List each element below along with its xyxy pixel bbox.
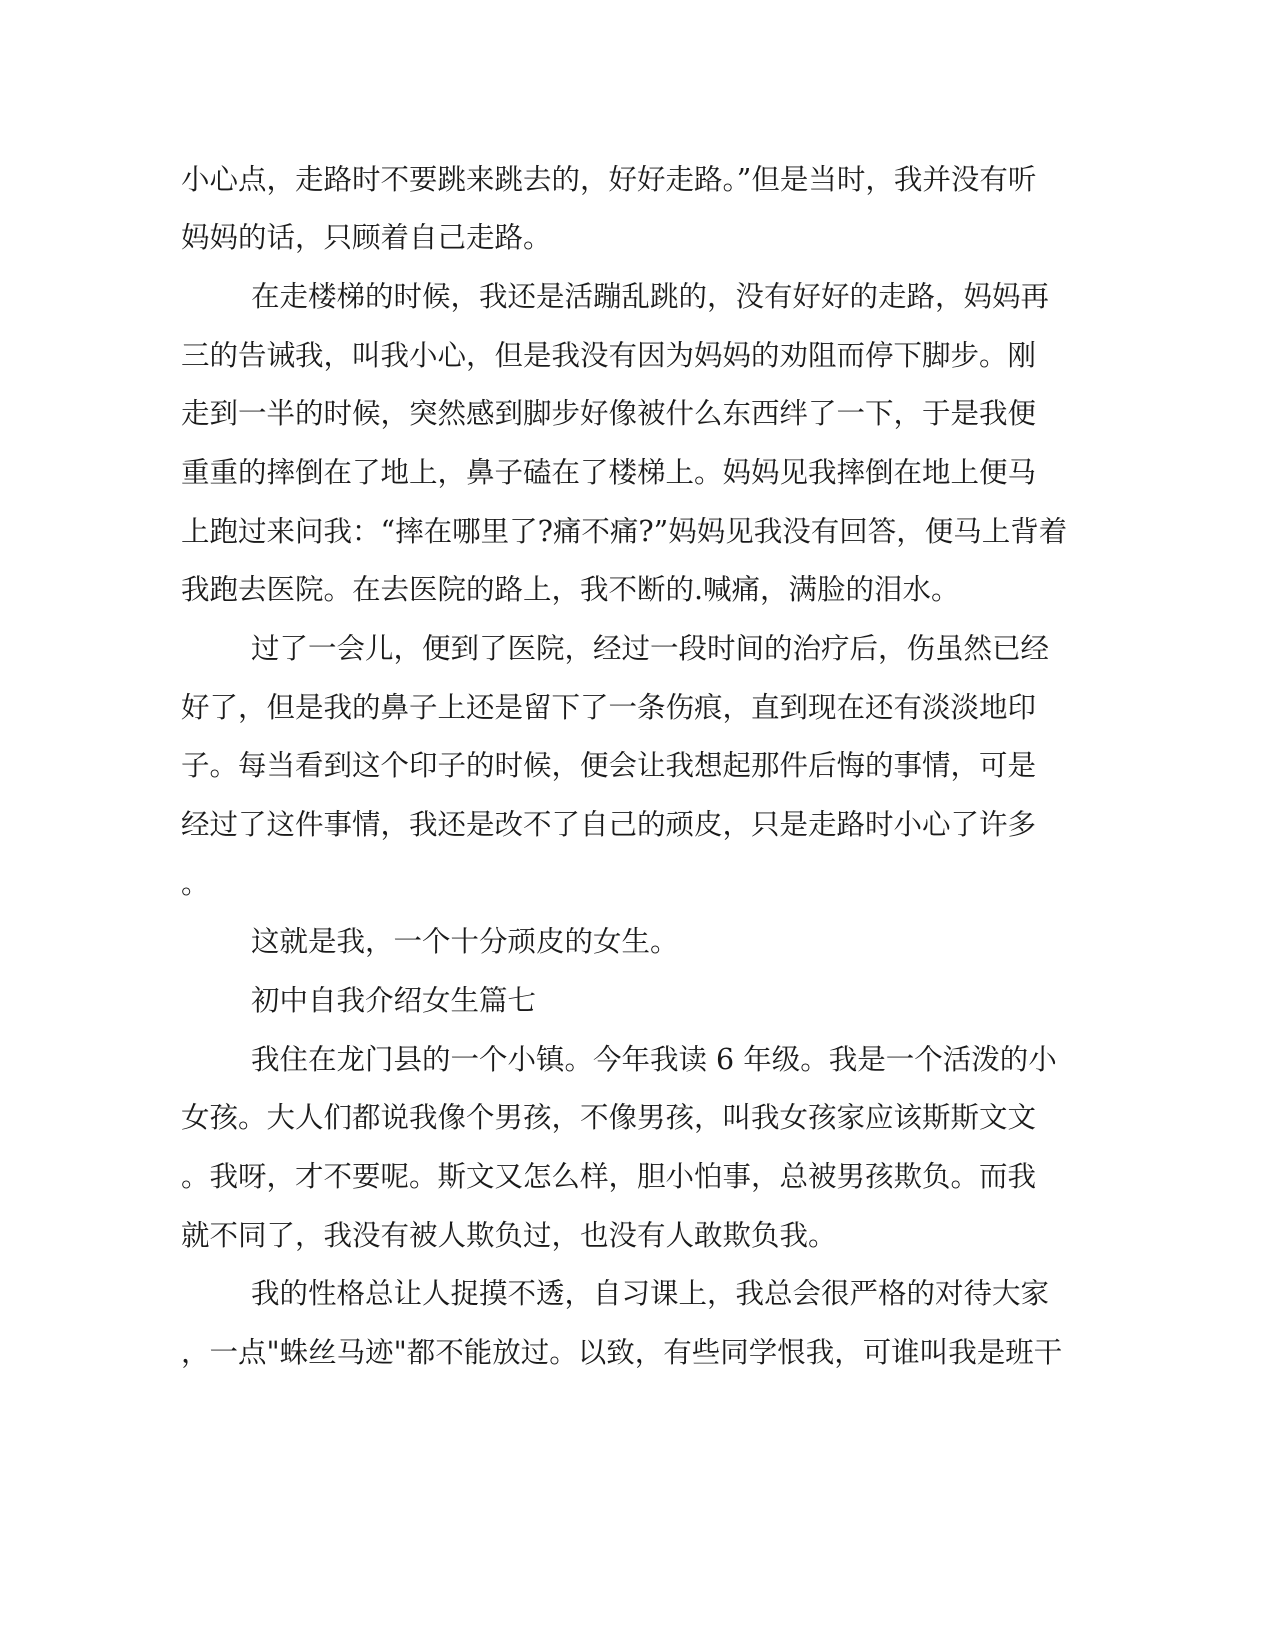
text-line-1: 小心点，走路时不要跳来跳去的，好好走路。”但是当时，我并没有听 <box>181 163 1037 196</box>
text-line-11: 子。每当看到这个印子的时候，便会让我想起那件后悔的事情，可是 <box>181 749 1037 782</box>
text-line-20: 我的性格总让人捉摸不透，自习课上，我总会很严格的对待大家 <box>251 1277 1050 1310</box>
text-line-18: 。我呀，才不要呢。斯文又怎么样，胆小怕事，总被男孩欺负。而我 <box>181 1160 1037 1193</box>
text-line-7: 上跑过来问我：“摔在哪里了?痛不痛?”妈妈见我没有回答，便马上背着 <box>181 515 1068 548</box>
text-line-4: 三的告诫我，叫我小心，但是我没有因为妈妈的劝阻而停下脚步。刚 <box>181 339 1037 372</box>
text-line-14: 这就是我，一个十分顽皮的女生。 <box>251 925 679 958</box>
section-heading: 初中自我介绍女生篇七 <box>251 984 537 1017</box>
text-line-13: 。 <box>181 867 210 900</box>
text-line-12: 经过了这件事情，我还是改不了自己的顽皮，只是走路时小心了许多 <box>181 808 1037 841</box>
text-line-10: 好了，但是我的鼻子上还是留下了一条伤痕，直到现在还有淡淡地印 <box>181 691 1037 724</box>
text-line-5: 走到一半的时候，突然感到脚步好像被什么东西绊了一下，于是我便 <box>181 397 1037 430</box>
text-line-16: 我住在龙门县的一个小镇。今年我读 6 年级。我是一个活泼的小 <box>251 1043 1057 1076</box>
text-line-8: 我跑去医院。在去医院的路上，我不断的.喊痛，满脸的泪水。 <box>181 573 960 606</box>
text-line-21: ，一点"蛛丝马迹"都不能放过。以致，有些同学恨我，可谁叫我是班干 <box>181 1336 1063 1369</box>
text-line-9: 过了一会儿，便到了医院，经过一段时间的治疗后，伤虽然已经 <box>251 632 1050 665</box>
text-line-19: 就不同了，我没有被人欺负过，也没有人敢欺负我。 <box>181 1219 837 1252</box>
text-line-17: 女孩。大人们都说我像个男孩，不像男孩，叫我女孩家应该斯斯文文 <box>181 1101 1037 1134</box>
text-line-6: 重重的摔倒在了地上，鼻子磕在了楼梯上。妈妈见我摔倒在地上便马 <box>181 456 1037 489</box>
text-line-2: 妈妈的话，只顾着自己走路。 <box>181 221 552 254</box>
text-line-3: 在走楼梯的时候，我还是活蹦乱跳的，没有好好的走路，妈妈再 <box>251 280 1050 313</box>
